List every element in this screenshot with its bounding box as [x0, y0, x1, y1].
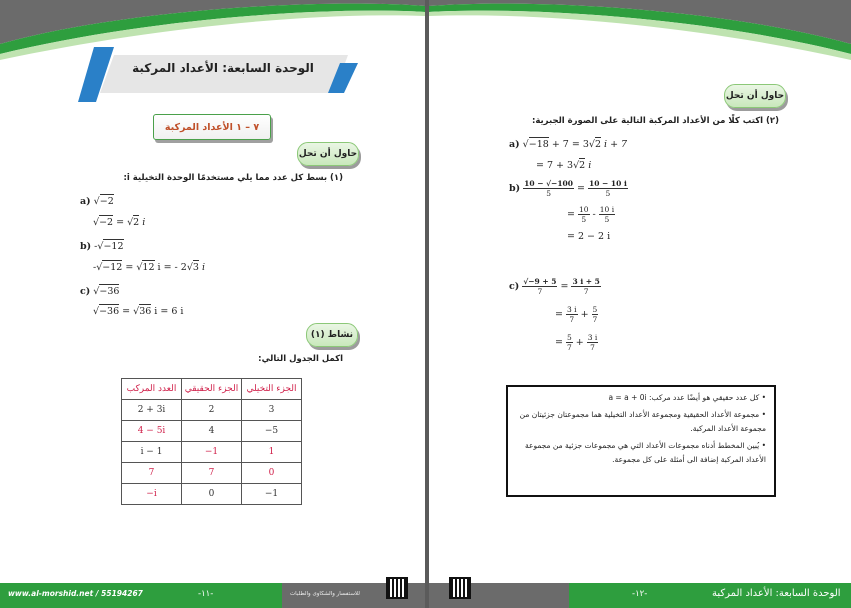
r-part-b-line3: = 2 − 2 i: [567, 231, 611, 242]
complex-number-table: [121, 378, 302, 505]
qr-code-icon: [386, 577, 408, 599]
left-page: [0, 0, 425, 608]
activity-pill: نشاط (١): [306, 323, 358, 347]
r-part-c-line1: c) $\frac{√-9 + 5}{7}$ = $\frac{3 i + 5}{7}$: [509, 277, 600, 296]
notes-box: [506, 385, 776, 497]
footer-website: www.al-morshid.net / 55194267: [8, 589, 143, 598]
part-c-label: c): [80, 286, 91, 297]
footer-contact-text: للاستفسار والشكاوى والطلبات: [290, 591, 360, 597]
note-1: • كل عدد حقيقي هو أيضًا عدد مركب: a = a + 0i: [608, 393, 766, 402]
unit-title-banner: [78, 47, 358, 102]
table-row: i − 1 −1 1: [122, 442, 302, 463]
table-row: −i 0 −1: [122, 484, 302, 505]
r-part-b-line1: b) $\frac{10 - √-100}{5}$ = $\frac{10 - 10 i}{5}$: [509, 179, 627, 198]
part-c-question: c) √−36: [80, 286, 120, 297]
r-part-c-line3: = $\frac{5}{7}$ + $\frac{3 i}{7}$: [555, 333, 598, 352]
part-b-solution: -√−12 = √12 i = - 2√3 i: [93, 262, 206, 273]
table-row: 7 7 0: [122, 463, 302, 484]
note-2: • مجموعة الأعداد الحقيقية ومجموعة الأعداد التخيلية هما مجموعتان جزئيتان من مجموعة الأعداد المركبة.: [519, 410, 766, 433]
part-b-question: b) -√−12: [80, 241, 124, 252]
lesson-title-box: [153, 114, 271, 140]
right-header-swoosh: [429, 0, 851, 60]
qr-code-icon: [449, 577, 471, 599]
header-real-part: الجزء الحقيقي: [182, 379, 242, 400]
header-imaginary-part: الجزء التخيلي: [242, 379, 302, 400]
left-footer: [0, 583, 425, 608]
part-b-label: b): [80, 241, 92, 252]
part-b-radicand: −12: [103, 241, 124, 252]
part-a-question: a) √−2: [80, 196, 114, 207]
r-part-a-line1: a) √−18 + 7 = 3√2 i + 7: [509, 139, 628, 150]
r-part-c-line2: = $\frac{3 i}{7}$ + $\frac{5}{7}$: [555, 305, 598, 324]
footer-page-number-left: -١١-: [198, 589, 214, 599]
r-part-b-line2: = $\frac{10}{5}$ - $\frac{10 i}{5}$: [567, 205, 615, 224]
part-a-solution: √−2 = √2 i: [93, 217, 146, 228]
lesson-title: ٧ – ١ الأعداد المركبة: [164, 121, 260, 133]
part-c-radicand: −36: [99, 286, 120, 297]
header-complex-number: العدد المركب: [122, 379, 182, 400]
table-row: 4 − 5i 4 −5: [122, 421, 302, 442]
part-c-solution: √−36 = √36 i = 6 i: [93, 306, 184, 317]
footer-unit-title: الوحدة السابعة: الأعداد المركبة: [712, 588, 841, 599]
question-2: (٢) اكتب كلًا من الأعداد المركبة التالية على الصورة الجبرية:: [531, 116, 779, 126]
table-instruction: اكمل الجدول التالي:: [258, 354, 343, 364]
table-header-row: [122, 379, 302, 400]
footer-page-number-right: -١٢-: [632, 589, 648, 599]
question-1: (١) بسط كل عدد مما يلي مستخدمًا الوحدة التخيلية i:: [123, 173, 343, 183]
right-footer: [429, 583, 851, 608]
try-it-pill-left: حاول أن تحل: [297, 142, 359, 166]
unit-title: الوحدة السابعة: الأعداد المركبة: [132, 61, 314, 75]
table-row: 2 + 3i 2 3: [122, 400, 302, 421]
right-page: [429, 0, 851, 608]
part-a-label: a): [80, 196, 91, 207]
r-part-a-line2: = 7 + 3√2 i: [536, 160, 592, 171]
note-3: • يُبين المخطط أدناه مجموعات الأعداد التي هي مجموعات جزئية من مجموعة الأعداد المركبة إضافة الى أمثلة على كل مجموعة.: [524, 441, 766, 464]
try-it-pill-right: حاول أن تحل: [724, 84, 786, 108]
part-a-radicand: −2: [99, 196, 114, 207]
